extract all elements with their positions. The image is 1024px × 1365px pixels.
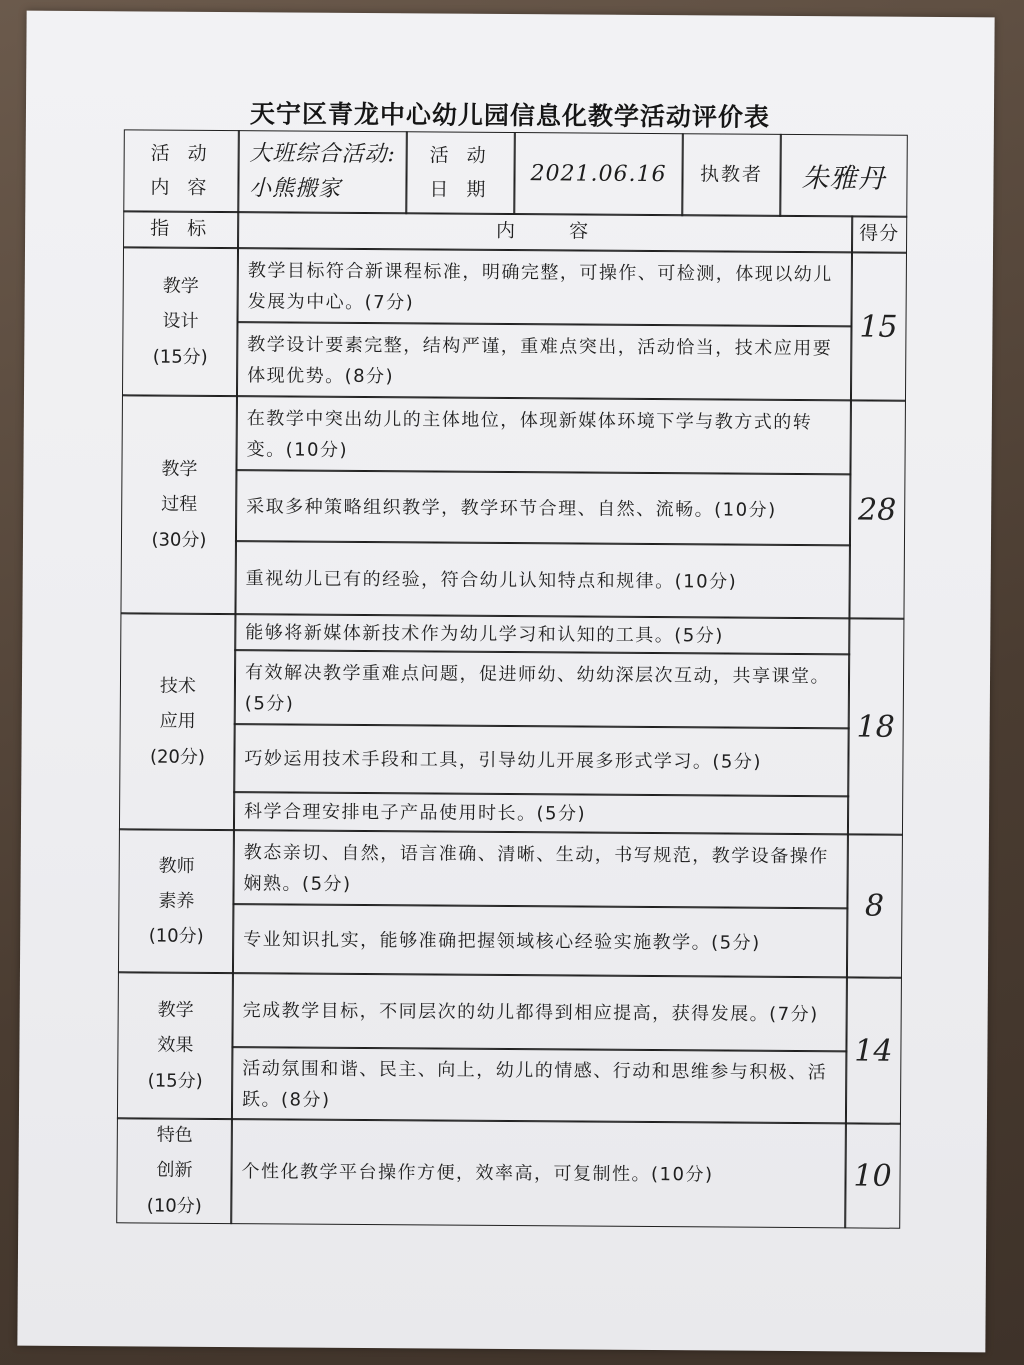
score-teaching-effect: 14 xyxy=(845,976,902,1124)
criterion-row: 巧妙运用技术手段和工具，引导幼儿开展多形式学习。(5分) xyxy=(233,723,849,797)
criterion-row: 科学合理安排电子产品使用时长。(5分) xyxy=(233,791,849,835)
activity-date-value: 2021.06.16 xyxy=(513,132,684,216)
section-innovation: 特色 创新 (10分) xyxy=(116,1117,233,1224)
evaluation-sheet xyxy=(17,11,994,1353)
teacher-value: 朱雅丹 xyxy=(779,134,908,218)
section-teacher-quality: 教师 素养 (10分) xyxy=(118,828,235,974)
content-column-header: 内 容 xyxy=(237,211,853,253)
activity-content-label: 活 动 内 容 xyxy=(123,129,240,213)
criterion-row: 专业知识扎实，能够准确把握领域核心经验实施教学。(5分) xyxy=(232,903,848,978)
score-column-header: 得分 xyxy=(851,215,907,253)
criterion-row: 在教学中突出幼儿的主体地位，体现新媒体环境下学与教方式的转变。(10分) xyxy=(235,395,852,475)
section-teaching-process: 教学 过程 (30分) xyxy=(120,394,238,615)
criterion-row: 个性化教学平台操作方便，效率高，可复制性。(10分) xyxy=(230,1118,847,1228)
criterion-row: 重视幼儿已有的经验，符合幼儿认知特点和规律。(10分) xyxy=(234,540,851,619)
criterion-row: 活动氛围和谐、民主、向上，幼儿的情感、行动和思维参与积极、活跃。(8分) xyxy=(231,1046,848,1124)
score-innovation: 10 xyxy=(844,1122,901,1228)
section-teaching-design: 教学 设计 (15分) xyxy=(122,246,239,397)
score-teaching-design: 15 xyxy=(850,251,907,401)
score-teaching-process: 28 xyxy=(848,399,906,619)
criterion-row: 完成教学目标，不同层次的幼儿都得到相应提高，获得发展。(7分) xyxy=(231,972,848,1052)
criterion-row: 教学目标符合新课程标准，明确完整，可操作、可检测，体现以幼儿发展为中心。(7分) xyxy=(236,247,853,327)
criterion-row: 教学设计要素完整，结构严谨，重难点突出，活动恰当，技术应用要体现优势。(8分) xyxy=(236,321,853,401)
page-title: 天宁区青龙中心幼儿园信息化教学活动评价表 xyxy=(249,99,771,132)
section-teaching-effect: 教学 效果 (15分) xyxy=(117,971,234,1120)
score-teacher-quality: 8 xyxy=(846,833,903,978)
teacher-label: 执教者 xyxy=(681,133,782,217)
score-technology-application: 18 xyxy=(847,617,905,835)
criterion-row: 能够将新媒体新技术作为幼儿学习和认知的工具。(5分) xyxy=(234,613,850,655)
criterion-row: 教态亲切、自然，语言准确、清晰、生动，书写规范，教学设备操作娴熟。(5分) xyxy=(232,829,849,909)
criterion-row: 采取多种策略组织教学，教学环节合理、自然、流畅。(10分) xyxy=(235,469,851,546)
section-technology-application: 技术 应用 (20分) xyxy=(119,612,237,831)
criterion-row: 有效解决教学重难点问题，促进师幼、幼幼深层次互动，共享课堂。(5分) xyxy=(234,649,851,729)
activity-content-value: 大班综合活动: 小熊搬家 xyxy=(237,130,408,214)
activity-date-label: 活 动 日 期 xyxy=(405,131,516,215)
indicator-column-header: 指 标 xyxy=(123,210,239,249)
